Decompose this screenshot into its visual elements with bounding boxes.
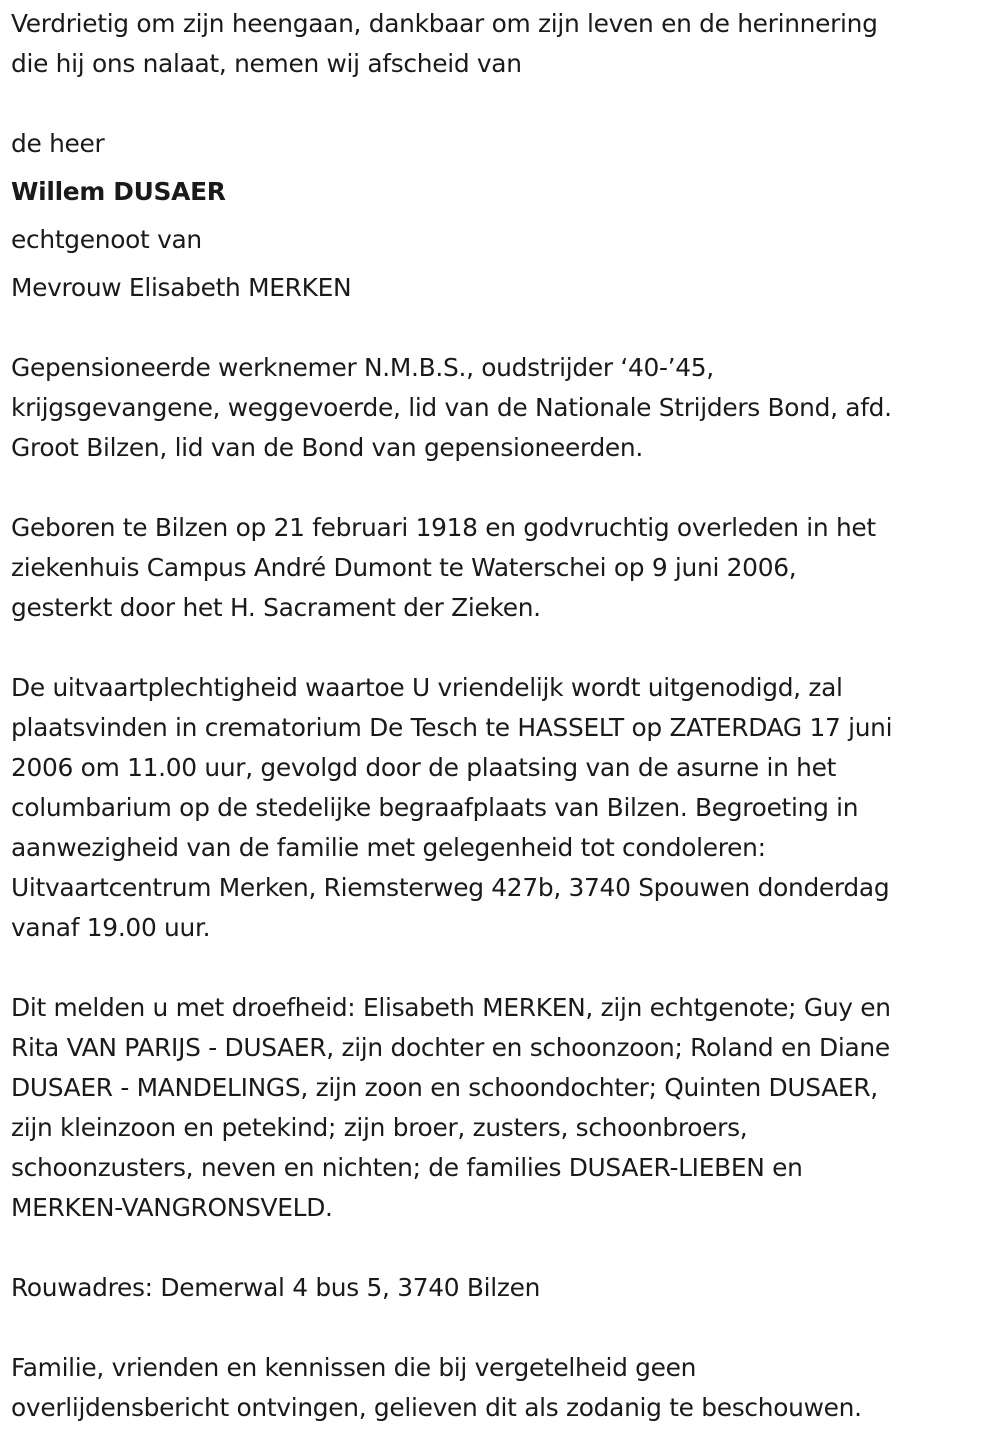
family-line: MERKEN-VANGRONSVELD.	[11, 1193, 333, 1222]
birth-death-line: gesterkt door het H. Sacrament der Zieken.	[11, 593, 541, 622]
career-line: Groot Bilzen, lid van de Bond van gepensioneerden.	[11, 433, 643, 462]
ceremony-line: vanaf 19.00 uur.	[11, 913, 211, 942]
deceased-name: Willem DUSAER	[11, 177, 226, 206]
family-line: schoonzusters, neven en nichten; de families DUSAER-LIEBEN en	[11, 1153, 803, 1182]
career-line: Gepensioneerde werknemer N.M.B.S., oudstrijder ‘40-’45,	[11, 353, 714, 382]
ceremony-line: Uitvaartcentrum Merken, Riemsterweg 427b, 3740 Spouwen donderdag	[11, 873, 890, 902]
birth-death-line: Geboren te Bilzen op 21 februari 1918 en godvruchtig overleden in het	[11, 513, 876, 542]
ceremony-line: columbarium op de stedelijke begraafplaats van Bilzen. Begroeting in	[11, 793, 859, 822]
family-paragraph	[11, 988, 996, 1228]
spouse-name: Mevrouw Elisabeth MERKEN	[11, 273, 352, 302]
salutation: de heer	[11, 129, 105, 158]
closing-line: overlijdensbericht ontvingen, gelieven dit als zodanig te beschouwen.	[11, 1393, 862, 1422]
family-line: zijn kleinzoon en petekind; zijn broer, zusters, schoonbroers,	[11, 1113, 748, 1142]
closing-paragraph	[11, 1348, 996, 1428]
ceremony-line: aanwezigheid van de familie met gelegenheid tot condoleren:	[11, 833, 766, 862]
career-line: krijgsgevangene, weggevoerde, lid van de Nationale Strijders Bond, afd.	[11, 393, 892, 422]
obituary-document	[11, 4, 996, 1428]
family-line: DUSAER - MANDELINGS, zijn zoon en schoondochter; Quinten DUSAER,	[11, 1073, 878, 1102]
relation-label: echtgenoot van	[11, 225, 202, 254]
family-line: Dit melden u met droefheid: Elisabeth MERKEN, zijn echtgenote; Guy en	[11, 993, 891, 1022]
career-paragraph	[11, 348, 996, 468]
intro-line: Verdrietig om zijn heengaan, dankbaar om zijn leven en de herinnering	[11, 9, 878, 38]
closing-line: Familie, vrienden en kennissen die bij vergetelheid geen	[11, 1353, 697, 1382]
ceremony-line: De uitvaartplechtigheid waartoe U vriendelijk wordt uitgenodigd, zal	[11, 673, 843, 702]
ceremony-line: 2006 om 11.00 uur, gevolgd door de plaatsing van de asurne in het	[11, 753, 837, 782]
mourning-address: Rouwadres: Demerwal 4 bus 5, 3740 Bilzen	[11, 1273, 541, 1302]
family-line: Rita VAN PARIJS - DUSAER, zijn dochter en schoonzoon; Roland en Diane	[11, 1033, 890, 1062]
birth-death-line: ziekenhuis Campus André Dumont te Waterschei op 9 juni 2006,	[11, 553, 797, 582]
birth-death-paragraph	[11, 508, 996, 628]
ceremony-line: plaatsvinden in crematorium De Tesch te HASSELT op ZATERDAG 17 juni	[11, 713, 893, 742]
intro-line: die hij ons nalaat, nemen wij afscheid van	[11, 49, 522, 78]
ceremony-paragraph	[11, 668, 996, 948]
intro-paragraph	[11, 4, 996, 84]
